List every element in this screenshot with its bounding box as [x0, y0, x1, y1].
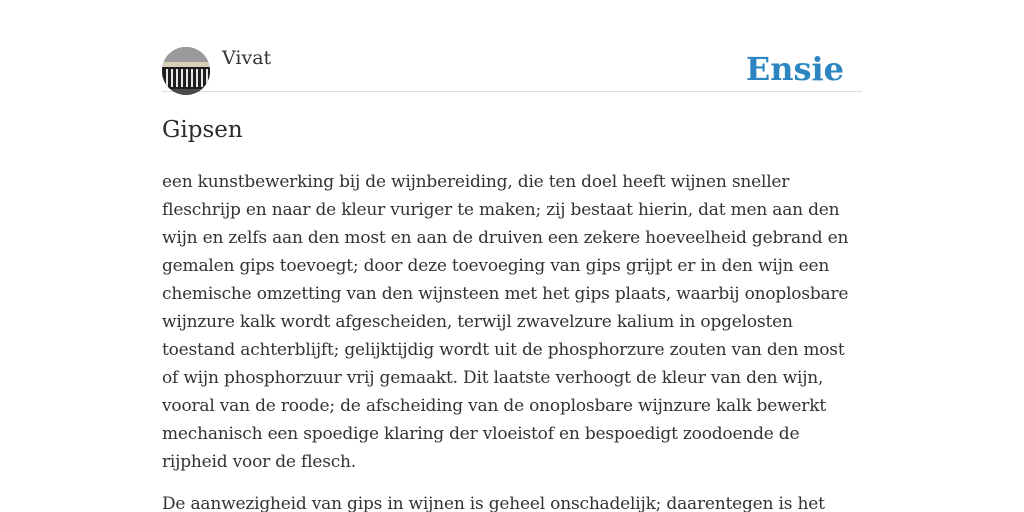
author-avatar[interactable]	[162, 47, 210, 95]
entry-paragraph: een kunstbewerking bij de wijnbereiding, die ten doel heeft wijnen sneller fleschrijp en naar de kleur vuriger te maken; zij bestaat hierin, dat men aan den wijn en zelfs aan den most en aan de druiven een zekere hoeveelheid gebrand en gemalen gips toevoegt; door deze toevoeging van gips grijpt er in den wijn een chemische omzetting van den wijnsteen met het gips plaats, waarbij onoplosbare wijnzure kalk wordt afgescheiden, terwijl zwavelzure kalium in opgelosten toestand achterblijft; gelijktijdig wordt uit de phosphorzure zouten van den most of wijn phosphorzuur vrij gemaakt. Dit laatste verhoogt de kleur van den wijn, vooral van de roode; de afscheiding van de onoplosbare wijnzure kalk bewerkt mechanisch een spoedige klaring der vloeistof en bespoedigt zoodoende de rijpheid voor de flesch.	[162, 172, 849, 472]
page-container	[162, 0, 862, 512]
ensie-logo-link[interactable]: Ensie	[745, 50, 844, 88]
entry-paragraph: De aanwezigheid van gips in wijnen is geheel onschadelijk; daarentegen is het	[162, 494, 825, 512]
typewriter-avatar-icon	[162, 47, 210, 95]
author-name[interactable]: Vivat	[222, 47, 272, 69]
entry-body	[162, 168, 862, 512]
entry-title: Gipsen	[162, 117, 243, 143]
page-header	[162, 0, 862, 92]
